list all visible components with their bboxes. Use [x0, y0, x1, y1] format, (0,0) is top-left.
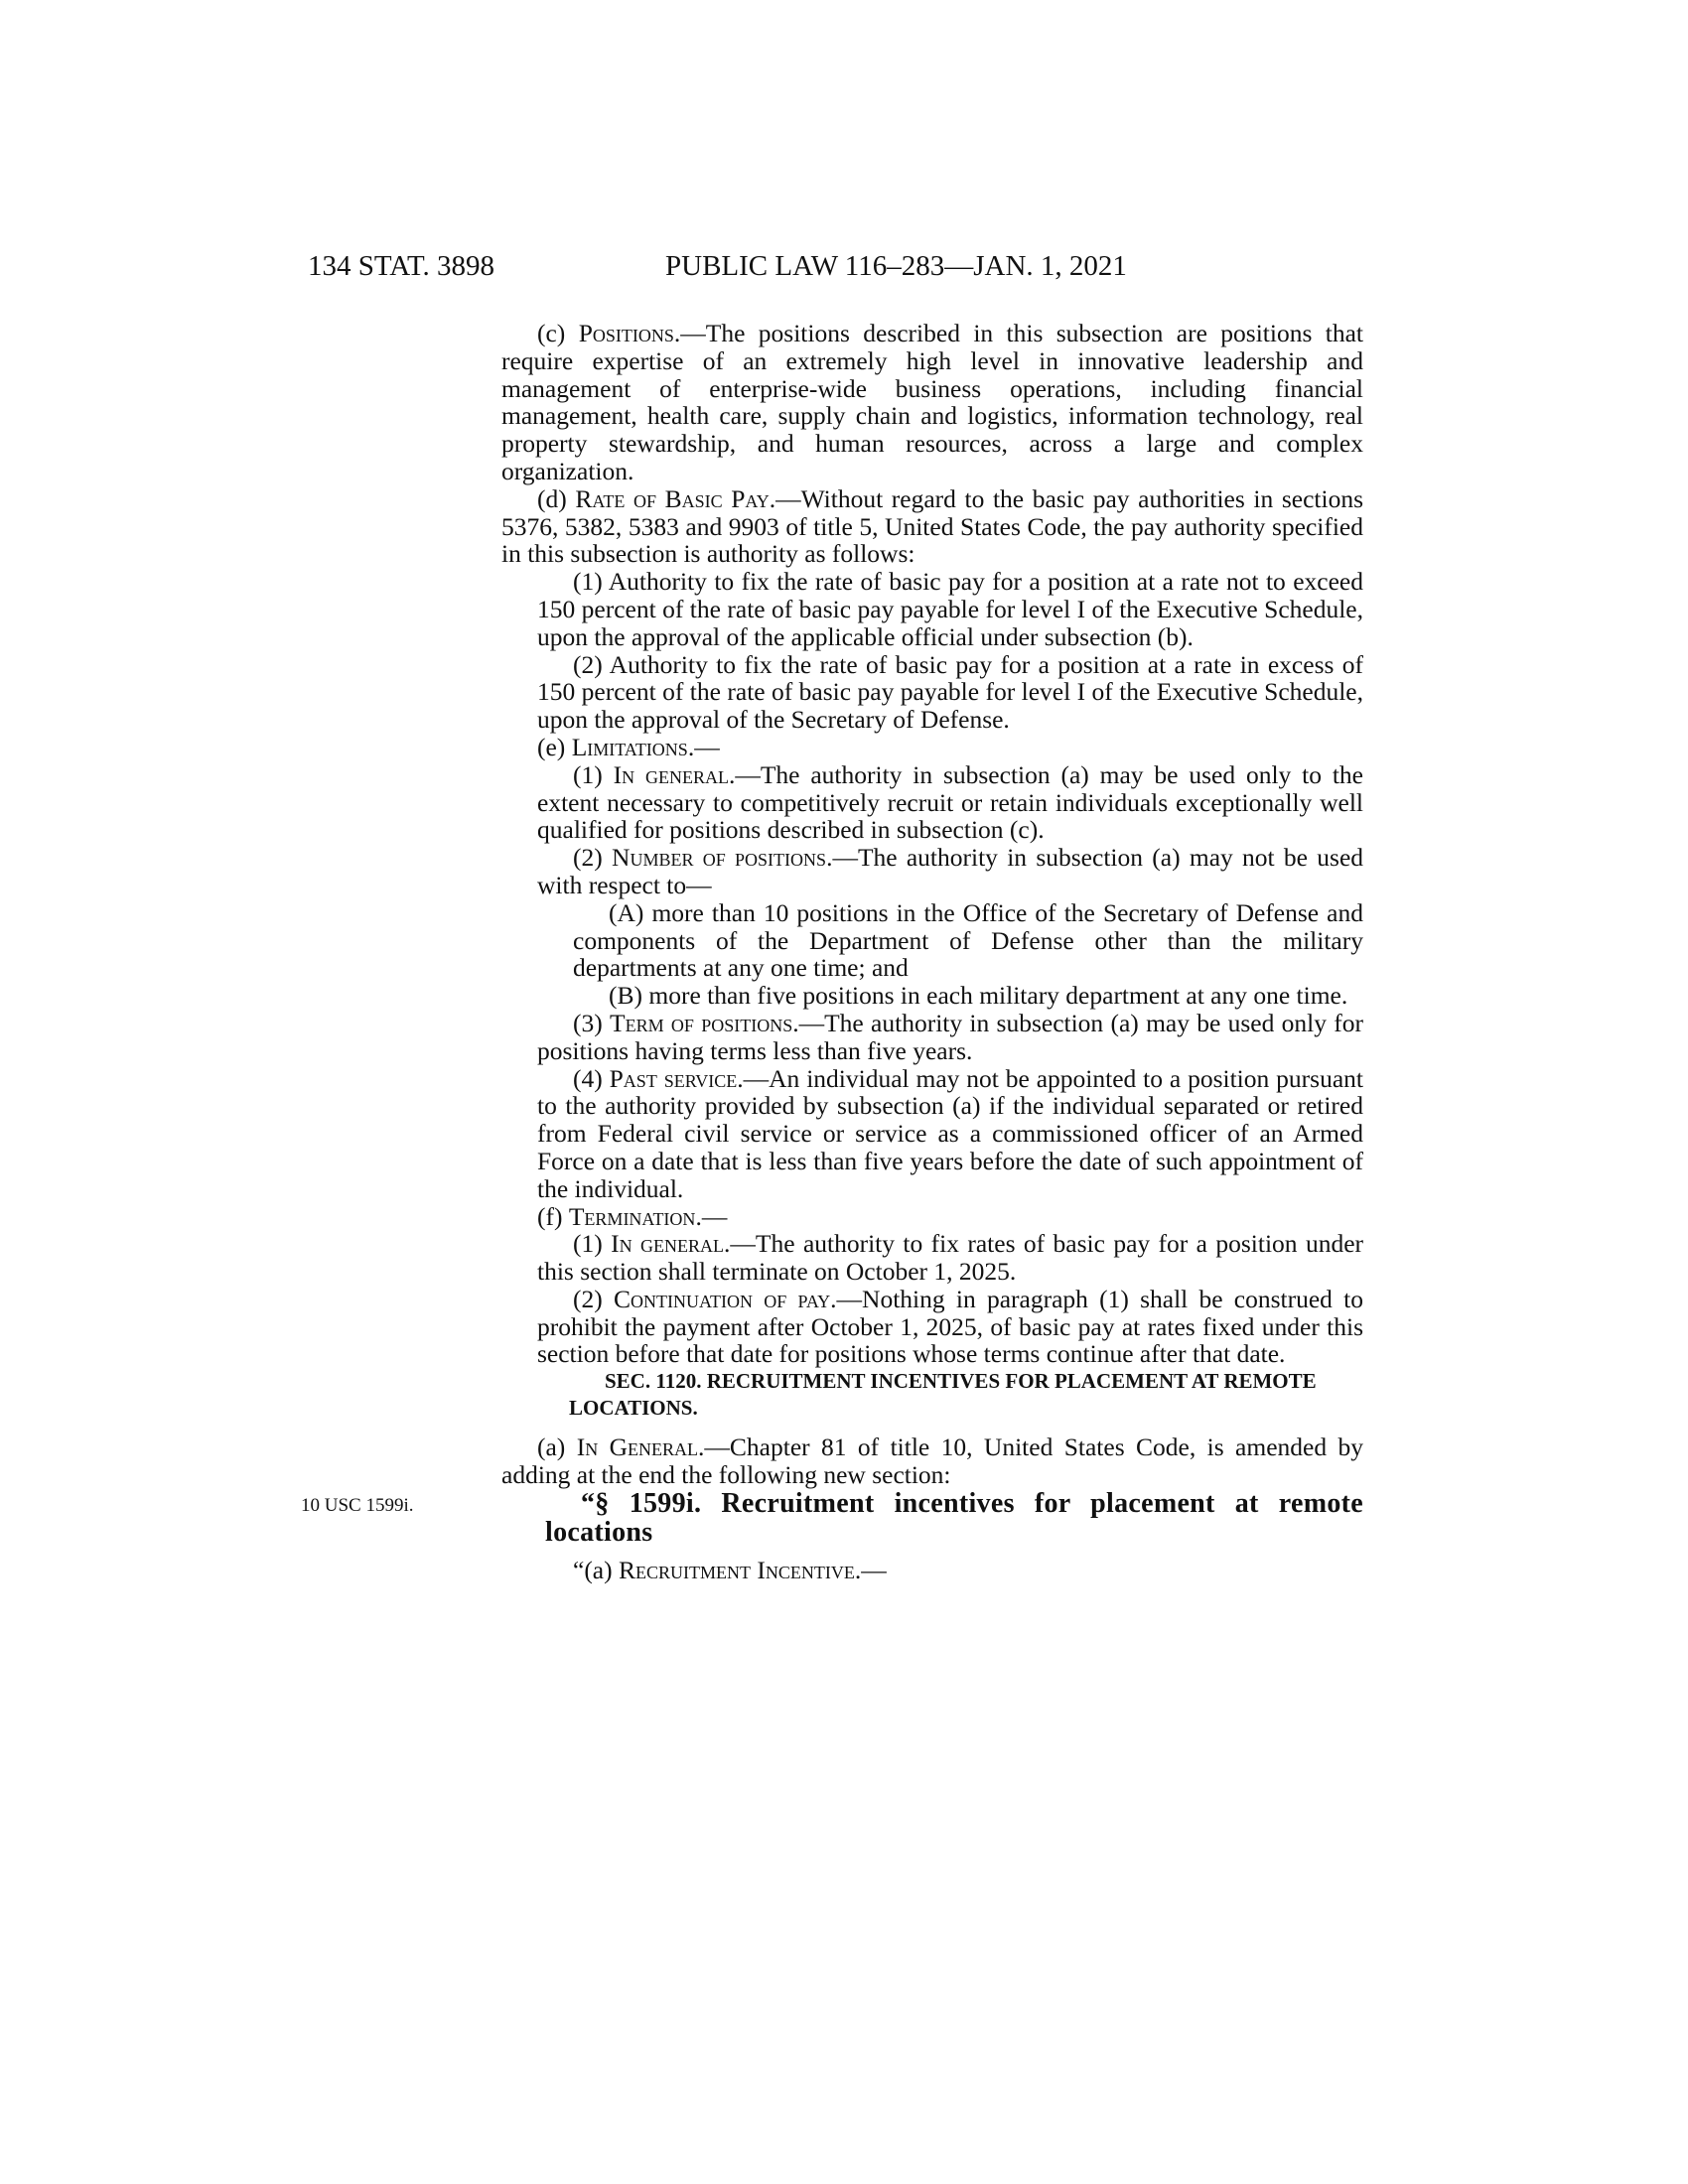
- paragraph-e-4: (4) Past service.—An individual may not be appointed to a position pursuant to the authority provided by subsection (a) if the individual separated or retired from Federal civil service or service as a commissioned officer of an Armed Force on a date that is less than five years before the date of such appointment of the individual.: [537, 1063, 1363, 1203]
- document-body: [501, 320, 1363, 1584]
- section-1120-heading: SEC. 1120. RECRUITMENT INCENTIVES FOR PLACEMENT AT REMOTE LOCATIONS.: [569, 1369, 1317, 1421]
- subsection-d: (d) Rate of Basic Pay.—Without regard to the basic pay authorities in sections 5376, 5382, 5383 and 9903 of title 5, United States Code, the pay authority specified in this subsection is authority as follows:: [501, 483, 1364, 569]
- paragraph-e-2: (2) Number of positions.—The authority in subsection (a) may not be used with respect to—: [537, 843, 1364, 899]
- subparagraph-e-2-B: (B) more than five positions in each military department at any one time.: [609, 981, 1348, 1011]
- subsection-f: (f) Termination.—: [537, 1201, 728, 1231]
- paragraph-f-2: (2) Continuation of pay.—Nothing in paragraph (1) shall be construed to prohibit the payment after October 1, 2025, of basic pay at rates fixed under this section before that date for positions whose terms continue after that date.: [537, 1284, 1364, 1369]
- paragraph-d-2: (2) Authority to fix the rate of basic pay for a position at a rate in excess of 150 percent of the rate of basic pay payable for level I of the Executive Schedule, upon the approval of the Secretary of Defense.: [537, 649, 1363, 735]
- section-1599i-title: “§ 1599i. Recruitment incentives for placement at remote locations: [545, 1487, 1363, 1548]
- section-1120-subsection-a: (a) In General.—Chapter 81 of title 10, United States Code, is amended by adding at the end the following new section:: [501, 1433, 1364, 1490]
- paragraph-e-1: (1) In general.—The authority in subsection (a) may be used only to the extent necessary to competitively recruit or retain individuals exceptionally well qualified for positions described in subsection (c).: [537, 759, 1363, 845]
- paragraph-d-1: (1) Authority to fix the rate of basic pay for a position at a rate not to exceed 150 percent of the rate of basic pay payable for level I of the Executive Schedule, upon the approval of the applicable official under subsection (b).: [537, 567, 1363, 651]
- subsection-c-heading: Positions: [578, 319, 674, 347]
- running-head-law-title: PUBLIC LAW 116–283—JAN. 1, 2021: [665, 250, 1127, 282]
- subsection-d-heading: Rate of Basic Pay: [575, 483, 770, 513]
- subparagraph-e-2-A: (A) more than 10 positions in the Office of the Secretary of Defense and components of the Department of Defense other than the military departments at any one time; and: [573, 897, 1363, 983]
- paragraph-e-3: (3) Term of positions.—The authority in subsection (a) may be used only for positions having terms less than five years.: [537, 1008, 1364, 1065]
- paragraph-f-1: (1) In general.—The authority to fix rates of basic pay for a position under this section shall terminate on October 1, 2025.: [537, 1229, 1364, 1287]
- subsection-f-heading: Termination: [568, 1201, 696, 1231]
- subsection-e: (e) Limitations.—: [537, 732, 720, 761]
- subsection-e-heading: Limitations: [571, 732, 688, 761]
- margin-note-usc-citation: 10 USC 1599i.: [301, 1494, 414, 1516]
- section-1599i-subsection-a: “(a) Recruitment Incentive.—: [573, 1555, 887, 1584]
- page-header: [308, 250, 1360, 290]
- statute-page-reference: 134 STAT. 3898: [308, 250, 495, 282]
- subsection-c: (c) Positions.—The positions described in this subsection are positions that require expertise of an extremely high level in innovative leadership and management of enterprise-wide business operations, including financial management, health care, supply chain and logistics, information technology, real property stewardship, and human resources, across a large and complex organization.: [501, 319, 1363, 485]
